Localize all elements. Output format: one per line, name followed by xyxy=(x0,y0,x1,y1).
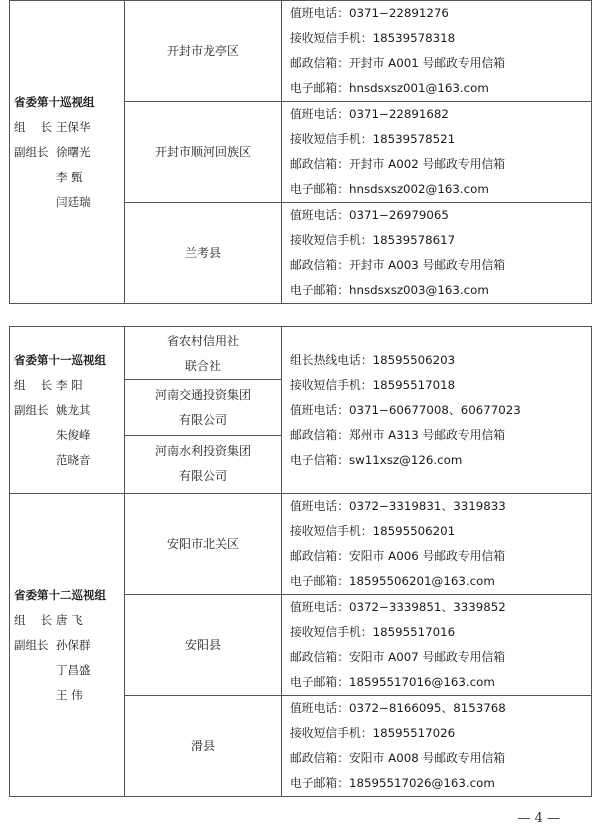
unit-name: 开封市龙亭区 xyxy=(125,1,282,102)
unit-name-line: 省农村信用社 xyxy=(166,334,239,348)
deputy-role: 副组长 xyxy=(14,144,49,159)
deputy-name: 王 伟 xyxy=(56,687,83,702)
group-title: 省委第十二巡视组 xyxy=(14,587,106,602)
contact-info xyxy=(282,595,592,696)
email: 电子邮箱：18595506201@163.com xyxy=(290,574,495,588)
deputy-name: 范晓音 xyxy=(56,452,91,467)
postal-box: 邮政信箱：安阳市 A008 号邮政专用信箱 xyxy=(290,751,506,765)
deputy-line xyxy=(14,140,124,165)
duty-phone: 值班电话：0372−3339851、3339852 xyxy=(290,600,506,614)
deputy-name: 姚龙其 xyxy=(56,402,91,417)
group-cell xyxy=(10,494,125,797)
unit-name: 开封市顺河回族区 xyxy=(125,102,282,203)
sms-phone: 接收短信手机：18595517016 xyxy=(290,625,456,639)
leader-line xyxy=(14,373,124,398)
duty-phone: 值班电话：0371−26979065 xyxy=(290,208,449,222)
postal-box: 邮政信箱：开封市 A002 号邮政专用信箱 xyxy=(290,157,506,171)
contact-info xyxy=(282,327,592,494)
postal-box: 邮政信箱：开封市 A003 号邮政专用信箱 xyxy=(290,258,506,272)
inspection-table-group10 xyxy=(9,0,592,304)
deputy-line xyxy=(14,165,124,190)
sms-phone: 接收短信手机：18539578318 xyxy=(290,31,456,45)
sms-phone: 接收短信手机：18539578521 xyxy=(290,132,456,146)
postal-box: 邮政信箱：安阳市 A006 号邮政专用信箱 xyxy=(290,549,506,563)
email: 电子信箱：sw11xsz@126.com xyxy=(290,452,463,467)
leader-name: 王保华 xyxy=(56,119,91,134)
deputy-role: 副组长 xyxy=(14,637,49,652)
deputy-role: 副组长 xyxy=(14,402,49,417)
unit-name xyxy=(125,436,281,492)
leader-name: 唐 飞 xyxy=(56,612,83,627)
email: 电子邮箱：hnsdsxsz001@163.com xyxy=(290,81,489,95)
page-number: — 4 — xyxy=(517,811,560,826)
deputy-line xyxy=(14,190,124,215)
email: 电子邮箱：hnsdsxsz003@163.com xyxy=(290,283,489,297)
leader-hotline: 组长热线电话：18595506203 xyxy=(290,352,456,367)
unit-name: 兰考县 xyxy=(125,203,282,304)
unit-name-line: 河南交通投资集团 xyxy=(154,388,251,402)
deputy-name: 李 甄 xyxy=(56,169,83,184)
deputy-line xyxy=(14,658,124,683)
unit-name xyxy=(125,327,281,380)
deputy-name: 朱俊峰 xyxy=(56,427,91,442)
unit-name-line: 河南水利投资集团 xyxy=(154,444,251,458)
unit-name: 安阳县 xyxy=(125,595,282,696)
group-cell xyxy=(10,327,125,494)
unit-name xyxy=(125,380,281,436)
duty-phone: 值班电话：0371−22891276 xyxy=(290,6,449,20)
postal-box: 邮政信箱：郑州市 A313 号邮政专用信箱 xyxy=(290,427,506,442)
inspection-table-group11-12 xyxy=(9,326,592,797)
sms-phone: 接收短信手机：18595517018 xyxy=(290,377,456,392)
unit-name-line: 联合社 xyxy=(184,359,221,373)
deputy-line xyxy=(14,398,124,423)
postal-box: 邮政信箱：开封市 A001 号邮政专用信箱 xyxy=(290,56,506,70)
sms-phone: 接收短信手机：18539578617 xyxy=(290,233,456,247)
group-cell xyxy=(10,1,125,304)
duty-phone: 值班电话：0371−60677008、60677023 xyxy=(290,402,521,417)
leader-name: 李 阳 xyxy=(56,377,83,392)
leader-role: 组 长 xyxy=(14,377,58,392)
group-title: 省委第十一巡视组 xyxy=(14,352,106,367)
table-row xyxy=(10,494,592,595)
unit-name: 滑县 xyxy=(125,696,282,797)
leader-line xyxy=(14,608,124,633)
contact-info xyxy=(282,203,592,304)
table-row xyxy=(10,327,592,494)
deputy-line xyxy=(14,448,124,473)
unit-name-line: 有限公司 xyxy=(178,413,227,427)
leader-line xyxy=(14,115,124,140)
table-row xyxy=(10,1,592,102)
deputy-name: 闫廷瑞 xyxy=(56,194,91,209)
duty-phone: 值班电话：0371−22891682 xyxy=(290,107,449,121)
leader-role: 组 长 xyxy=(14,119,58,134)
email: 电子邮箱：hnsdsxsz002@163.com xyxy=(290,182,489,196)
deputy-name: 孙保群 xyxy=(56,637,91,652)
postal-box: 邮政信箱：安阳市 A007 号邮政专用信箱 xyxy=(290,650,506,664)
deputy-line xyxy=(14,423,124,448)
deputy-name: 徐曙光 xyxy=(56,144,91,159)
contact-info xyxy=(282,1,592,102)
deputy-line xyxy=(14,683,124,708)
sms-phone: 接收短信手机：18595517026 xyxy=(290,726,456,740)
duty-phone: 值班电话：0372−3319831、3319833 xyxy=(290,499,506,513)
contact-info xyxy=(282,696,592,797)
sms-phone: 接收短信手机：18595506201 xyxy=(290,524,456,538)
contact-info xyxy=(282,494,592,595)
group-title: 省委第十巡视组 xyxy=(14,94,95,109)
duty-phone: 值班电话：0372−8166095、8153768 xyxy=(290,701,506,715)
deputy-line xyxy=(14,633,124,658)
unit-name: 安阳市北关区 xyxy=(125,494,282,595)
leader-role: 组 长 xyxy=(14,612,58,627)
email: 电子邮箱：18595517026@163.com xyxy=(290,776,495,790)
contact-info xyxy=(282,102,592,203)
deputy-name: 丁昌盛 xyxy=(56,662,91,677)
unit-list xyxy=(125,327,282,494)
email: 电子邮箱：18595517016@163.com xyxy=(290,675,495,689)
unit-name-line: 有限公司 xyxy=(178,469,227,483)
